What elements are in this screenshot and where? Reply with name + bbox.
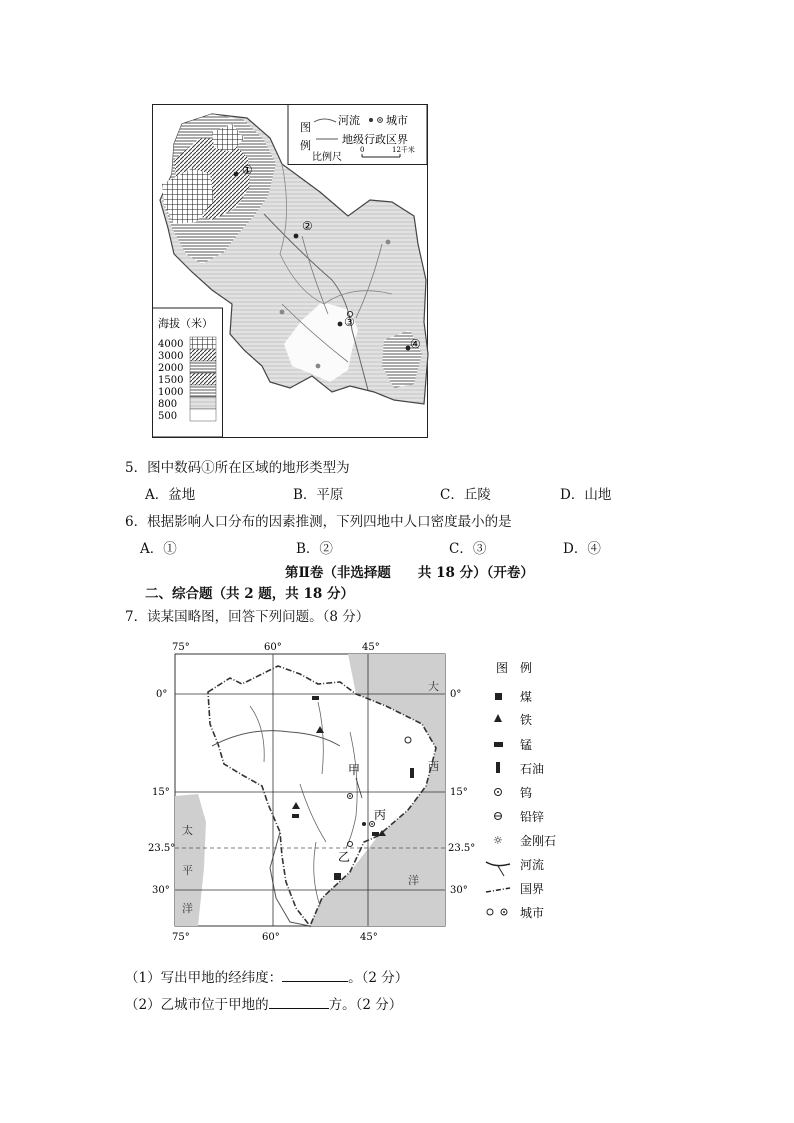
legend-label: 铁 [520, 713, 533, 727]
legend-label: 锰 [520, 738, 533, 752]
elev-label: 4000 [158, 339, 184, 350]
elevation-legend-title: 海拔（米） [158, 317, 213, 330]
lat-label: 15° [152, 787, 170, 798]
q5-option-c[interactable]: C．丘陵 [440, 487, 491, 503]
manganese-icon [494, 742, 503, 747]
q7-sub2 [125, 993, 402, 1013]
lat-label: 0° [156, 689, 168, 700]
elevation-legend-scale [190, 337, 216, 421]
answer-blank-2[interactable] [269, 996, 329, 1009]
city-marker-1 [234, 172, 239, 177]
lon-label: 75° [172, 642, 190, 653]
coal-icon [334, 873, 341, 880]
elev-label: 3000 [158, 351, 184, 362]
lat-label: 15° [450, 787, 468, 798]
map2-legend [484, 656, 564, 926]
coal-icon [495, 693, 502, 700]
section-2-subtitle: 二、综合题（共 2 题，共 18 分） [145, 586, 354, 602]
lat-label: 23.5° [148, 843, 176, 854]
q7-sub1 [125, 966, 408, 986]
section-2-title: 第Ⅱ卷（非选择题 共 18 分）（开卷） [285, 565, 534, 581]
lon-label: 60° [264, 642, 282, 653]
lat-label: 23.5° [448, 843, 476, 854]
question-6-stem: 6．根据影响人口分布的因素推测，下列四地中人口密度最小的是 [125, 514, 512, 530]
manganese-icon [292, 814, 299, 818]
lon-label: 45° [362, 642, 380, 653]
diamond-icon: ☼ [493, 834, 503, 847]
legend-title: 图 例 [496, 661, 533, 675]
legend-label: 国界 [520, 882, 545, 896]
elev-label: 500 [158, 411, 178, 422]
marker-3-label: ③ [344, 315, 355, 329]
lon-label: 45° [360, 932, 378, 943]
ocean-label: 平 [182, 864, 193, 877]
legend-label: 钨 [520, 786, 533, 800]
q6-option-b[interactable]: B．② [296, 541, 333, 557]
river-icon [486, 862, 510, 866]
ocean-label: 西 [428, 760, 439, 773]
ocean-label: 洋 [182, 902, 193, 915]
ocean-label: 大 [428, 680, 439, 693]
elev-label: 800 [158, 399, 178, 410]
manganese-icon [312, 696, 319, 700]
q6-option-c[interactable]: C．③ [449, 541, 487, 557]
country-map [148, 636, 476, 948]
scale-label: 比例尺 [312, 152, 342, 163]
elev-label: 1000 [158, 387, 184, 398]
legend-label: 城市 [520, 906, 545, 920]
lon-label: 60° [262, 932, 280, 943]
place-bing-label: 丙 [374, 808, 387, 822]
legend-label: 石油 [520, 762, 545, 776]
oil-icon [496, 762, 500, 773]
city-dot-icon [369, 118, 373, 122]
legend-label: 煤 [520, 690, 533, 704]
lat-label: 0° [450, 689, 462, 700]
city-ring-icon [487, 909, 493, 915]
manganese-icon [372, 832, 379, 836]
iron-icon [494, 714, 502, 722]
scale-zero: 0 [360, 146, 365, 154]
scale-value: 12千米 [392, 146, 415, 154]
legend-boundary-label: 地级行政区界 [342, 133, 408, 146]
q5-option-a[interactable]: A．盆地 [145, 487, 196, 503]
q6-option-a[interactable]: A．① [140, 541, 177, 557]
elev-label: 2000 [158, 363, 184, 374]
q7-sub2-suffix: 方。（2 分） [328, 997, 403, 1013]
city-marker-3 [338, 322, 343, 327]
oil-icon [410, 768, 414, 778]
question-5-stem: 5．图中数码①所在区域的地形类型为 [125, 460, 350, 476]
legend-label: 铅锌 [520, 810, 545, 824]
place-jia-label: 甲 [348, 763, 361, 777]
legend-title-char-2: 例 [300, 139, 311, 152]
legend-city-label: 城市 [386, 114, 408, 127]
legend-label: 河流 [520, 858, 545, 872]
marker-1-label: ① [242, 163, 253, 177]
q5-option-b[interactable]: B．平原 [293, 487, 344, 503]
ocean-label: 洋 [408, 874, 419, 887]
ocean-label: 太 [182, 824, 193, 837]
q7-sub1-prefix: （1）写出甲地的经纬度： [125, 970, 283, 986]
lat-label: 30° [152, 885, 170, 896]
lat-label: 30° [450, 885, 468, 896]
marker-4-label: ④ [410, 337, 421, 351]
elev-label: 1500 [158, 375, 184, 386]
q6-option-d[interactable]: D．④ [563, 541, 601, 557]
answer-blank-1[interactable] [282, 969, 348, 982]
q7-sub1-suffix: 。（2 分） [348, 970, 409, 986]
place-yi-label: 乙 [338, 850, 351, 864]
border-icon [486, 888, 510, 892]
q5-option-d[interactable]: D．山地 [560, 487, 612, 503]
legend-title-char-1: 图 [300, 121, 311, 134]
question-7-stem: 7．读某国略图，回答下列问题。（8 分） [125, 609, 370, 625]
marker-2-label: ② [302, 219, 313, 233]
q7-sub2-prefix: （2）乙城市位于甲地的 [125, 997, 269, 1013]
legend-label: 金刚石 [520, 834, 557, 848]
terrain-map [152, 104, 428, 438]
lon-label: 75° [172, 932, 190, 943]
city-marker-2 [294, 234, 299, 239]
legend-river-label: 河流 [338, 114, 360, 127]
